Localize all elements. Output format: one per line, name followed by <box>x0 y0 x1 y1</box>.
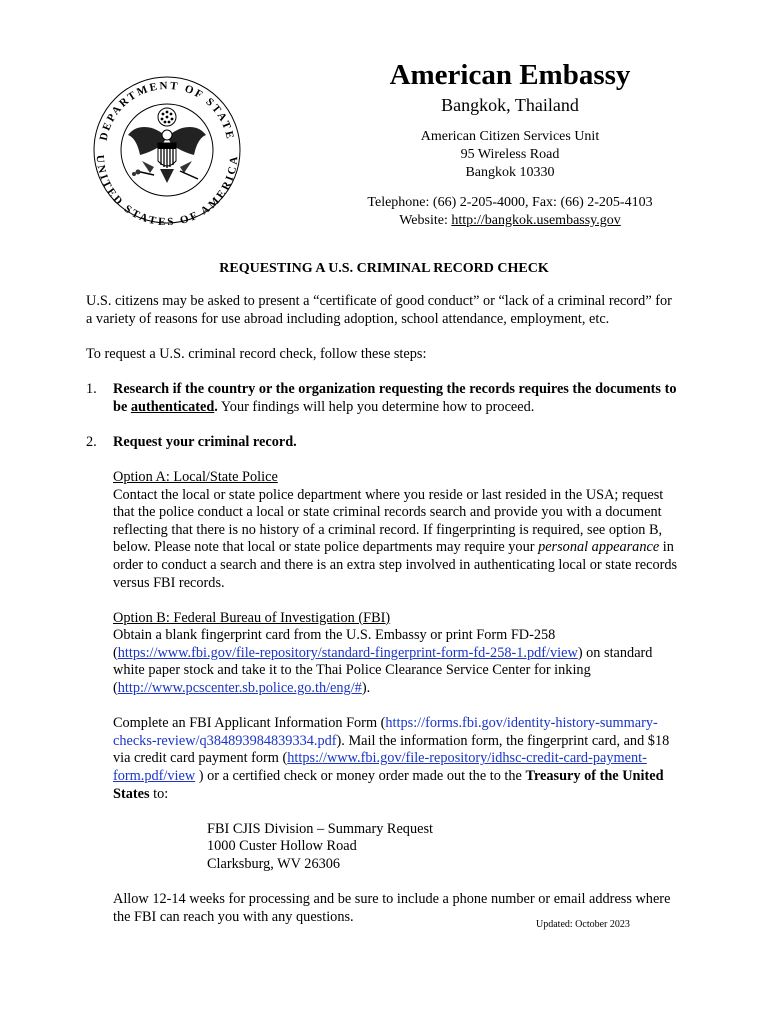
document-body <box>86 293 680 926</box>
department-of-state-seal <box>92 75 242 225</box>
step-1 <box>86 381 680 416</box>
unit-name: American Citizen Services Unit <box>420 129 600 144</box>
option-b-text: Obtain a blank fingerprint card from the U.S. Embassy or print Form FD-258 (https://www.fbi.gov/file-repository/standard-fingerprint-form-fd-258-1.pdf/view) on standard white paper stock and take it to the Thai Police Clearance Service Center for inking (http://www.pcscenter.sb.police.go.th/eng/#). <box>113 627 653 697</box>
website-line <box>330 212 690 230</box>
svg-text:DEPARTMENT OF STATE: DEPARTMENT OF STATE <box>97 79 237 142</box>
document-title: REQUESTING A U.S. CRIMINAL RECORD CHECK <box>219 261 549 276</box>
authenticated-term: authenticated <box>130 398 215 415</box>
phone-fax: Telephone: (66) 2-205-4000, Fax: (66) 2-205-4103 <box>367 195 653 210</box>
personal-appearance-term: personal appearance <box>538 539 660 556</box>
website-link[interactable]: http://bangkok.usembassy.gov <box>451 213 621 228</box>
intro-paragraph: U.S. citizens may be asked to present a “certificate of good conduct” or “lack of a criminal record” for a variety of reasons for use abroad including adoption, school attendance, employment, etc. <box>86 293 672 327</box>
applicant-form-link[interactable]: https://forms.fbi.gov/identity-history-summary-checks-review/q384893984839334.pdf <box>113 715 658 749</box>
step-2-number: 2. <box>86 433 97 450</box>
option-b <box>86 610 680 927</box>
step-1-bold: Research if the country or the organization requesting the records requires the documents to be <box>113 380 677 415</box>
option-a <box>86 469 680 592</box>
step-2 <box>86 434 680 452</box>
svg-text:UNITED STATES OF AMERICA: UNITED STATES OF AMERICA <box>93 154 241 225</box>
applicant-form-text: Complete an FBI Applicant Information Form (https://forms.fbi.gov/identity-history-summary-checks-review/q384893984839334.pdf). Mail the information form, the fingerprint card, and $18 via credit card payment form (https://www.fbi.gov/file-repository/idhsc-credit-card-payment-form.pdf/view ) or a certified check or money order made out the to the Treasury of the United States to: <box>113 715 670 802</box>
embassy-address <box>330 128 690 182</box>
updated-date: Updated: October 2023 <box>536 919 630 930</box>
option-b-heading: Option B: Federal Bureau of Investigation (FBI) <box>113 609 391 626</box>
step-1-number: 1. <box>86 380 97 397</box>
pcscenter-link[interactable]: http://www.pcscenter.sb.police.go.th/eng/# <box>117 680 362 697</box>
street-address: 95 Wireless Road <box>460 147 560 162</box>
website-label: Website: <box>399 213 452 228</box>
embassy-title: American Embassy <box>389 59 631 91</box>
embassy-header <box>330 58 690 230</box>
credit-card-form-link[interactable]: https://www.fbi.gov/file-repository/idhsc-credit-card-payment-form.pdf/view <box>113 750 647 785</box>
fd258-link[interactable]: https://www.fbi.gov/file-repository/standard-fingerprint-form-fd-258-1.pdf/view <box>117 644 578 661</box>
option-a-text: Contact the local or state police department where you reside or last resided in the USA; request that the police conduct a local or state criminal records search and provide you with a document reflecting that there is no history of a criminal record. If fingerprinting is required, see option B, below. Please note that local or state police departments may require your personal appearance in order to conduct a search and there is an extra step involved in authenticating local or state records versus FBI records. <box>113 486 678 591</box>
mail-line-1: FBI CJIS Division – Summary Request <box>207 820 433 837</box>
embassy-city: Bangkok, Thailand <box>441 95 579 115</box>
option-a-heading: Option A: Local/State Police <box>113 468 278 485</box>
closing-paragraph: Allow 12-14 weeks for processing and be sure to include a phone number or email address where the FBI can reach you with any questions. <box>113 891 671 925</box>
mail-line-3: Clarksburg, WV 26306 <box>207 856 341 872</box>
embassy-contact <box>330 194 690 230</box>
step-1-bold-end: . <box>214 398 218 415</box>
steps-intro: To request a U.S. criminal record check, follow these steps: <box>86 345 427 362</box>
postal-address: Bangkok 10330 <box>465 165 555 180</box>
treasury-term: Treasury of the United States <box>113 768 664 802</box>
step-2-bold: Request your criminal record. <box>113 433 297 450</box>
mailing-address <box>113 821 680 874</box>
step-1-text: Your findings will help you determine how to proceed. <box>217 398 535 415</box>
mail-line-2: 1000 Custer Hollow Road <box>207 838 357 855</box>
